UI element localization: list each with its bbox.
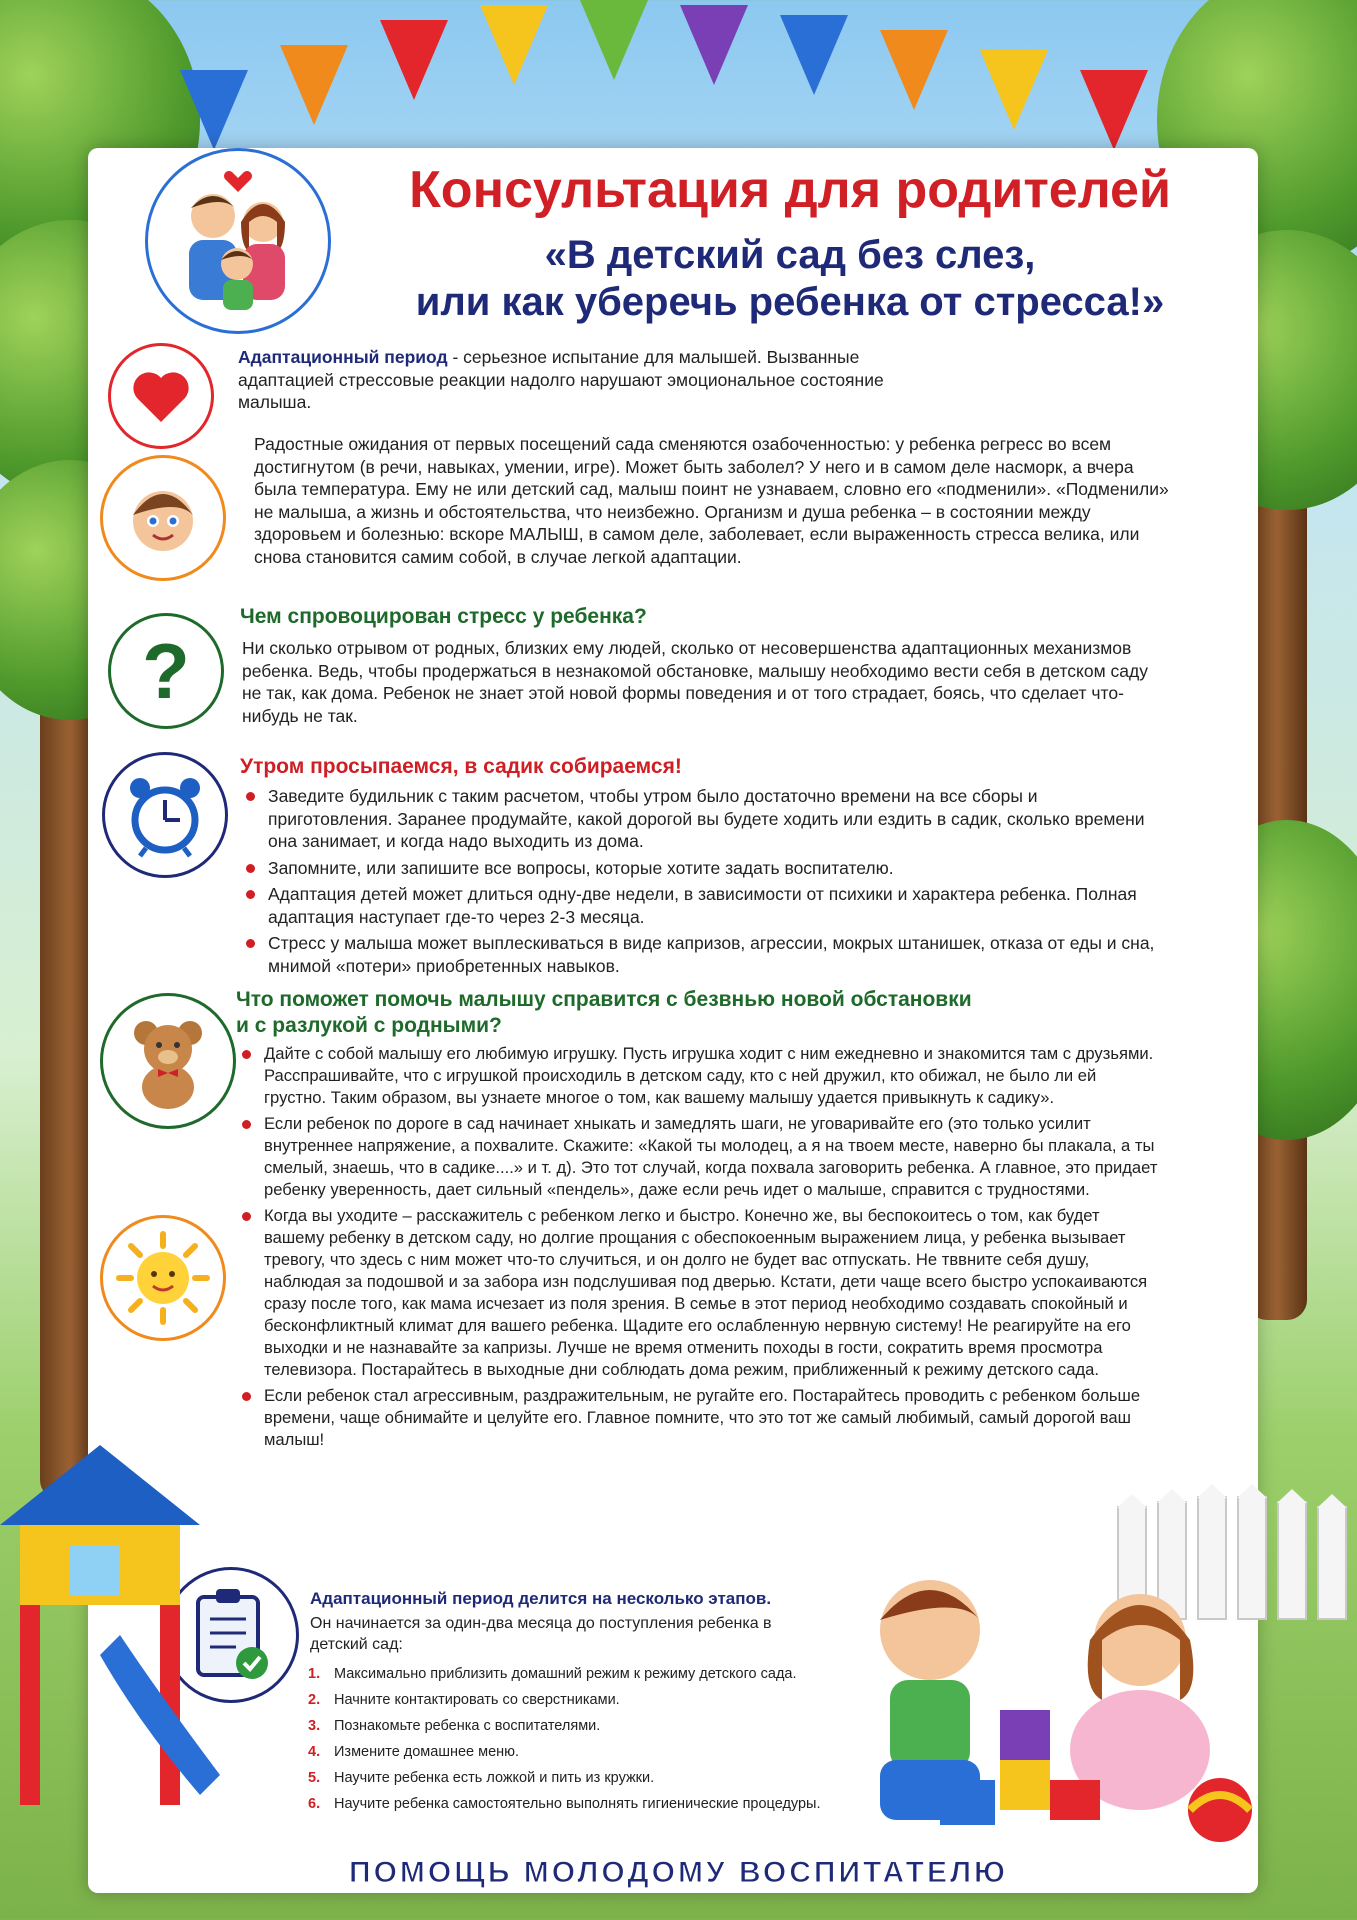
list-item: Дайте с собой малышу его любимую игрушку. Пусть игрушка ходит с ним ежедневно и знакомится там с друзьями. Расспрашивайте, что с игрушкой происходиль в детском саду, кто с ней дружил, кто обижал, не было ли ей грустно. Таким образом, вы узнаете многое о том, как вашему малышу удается привыкнуть к садику». — [238, 1043, 1158, 1109]
list-item: Если ребенок стал агрессивным, раздражительным, не ругайте его. Постарайтесь проводить с ребенком больше времени, чаще обнимайте и целуйте его. Главное помните, что это тот же самый любимый, самый дорогой ваш малыш! — [238, 1385, 1158, 1451]
list-item: 5. Научите ребенка есть ложкой и пить из кружки. — [308, 1770, 655, 1786]
bunting-flags-decoration — [150, 0, 1207, 170]
list-item: 1. Максимально приблизить домашний режим к режиму детского сада. — [308, 1666, 797, 1682]
stages-intro: Он начинается за один-два месяца до поступления ребенка в детский сад: — [310, 1614, 772, 1653]
list-item: 2. Начните контактировать со сверстниками. — [308, 1692, 620, 1708]
list-item: Когда вы уходите – расскажитель с ребенком легко и быстро. Конечно же, вы беспокоитесь о том, как будет вашему ребенку в детском саду, но долгие прощания с обеспокоенным выражением лица, у ребенка вызывает тревогу, что здесь с ним может что-то случиться, и он долго не будет вас отпускать. Не тввните себя душу, наблюдая за подошвой и за забора изн подслушивая под дверью. Кстати, дети чаще всего быстро успокаиваются сразу после того, как мама исчезает из поля зрения. В семье в этот период необходимо создавать спокойный и бесконфликтный климат для вашего ребенка. Щадите его ослабленную нервную систему! Не реагируйте на его выходки и не назнавайте за капризы. Лучше не время отменить походы в гости, сократить время просмотра телевизора. Постарайтесь в выходные дни соблюдать дома режим, приближенный к режиму детского сада. — [238, 1205, 1158, 1381]
stages-block — [310, 1588, 870, 1655]
footer-caption: ПОМОЩЬ МОЛОДОМУ ВОСПИТАТЕЛЮ — [349, 1856, 1008, 1889]
question-mark-icon: ? — [108, 613, 224, 729]
section3-list — [238, 1043, 1158, 1455]
subtitle-line-1: «В детский сад без слез, — [544, 233, 1036, 277]
section3-heading — [236, 987, 1136, 1039]
intro-paragraph — [238, 346, 898, 414]
teddy-bear-icon — [100, 993, 236, 1129]
children-playing-illustration — [820, 1560, 1260, 1850]
section2-list — [242, 785, 1162, 981]
list-item: Запомните, или запишите все вопросы, которые хотите задать воспитателю. — [242, 857, 1162, 880]
list-item: Адаптация детей может длиться одну-две недели, в зависимости от психики и характера ребенка. Полная адаптация наступает где-то через 2-3 месяца. — [242, 883, 1162, 928]
list-item: Заведите будильник с таким расчетом, чтобы утром было достаточно времени на все сборы и приготовления. Заранее продумайте, какой дорогой вы будете ходить или ездить в садик, сколько времени она занимает, и когда надо выходить из дома. — [242, 785, 1162, 853]
list-item: 3. Познакомьте ребенка с воспитателями. — [308, 1718, 601, 1734]
list-item: Стресс у малыша может выплескиваться в виде капризов, агрессии, мокрых штанишек, отказа от еды и сна, мнимой «потери» приобретенных навыков. — [242, 932, 1162, 977]
stages-heading: Адаптационный период делится на несколько этапов. — [310, 1589, 772, 1608]
stages-list — [308, 1665, 868, 1821]
page-subtitle — [340, 232, 1240, 326]
family-icon — [145, 148, 331, 334]
intro-text: - серьезное испытание для малышей. Вызванные адаптацией стрессовые реакции надолго нарушают эмоциональное состояние малыша. — [238, 347, 884, 412]
list-item: 6. Научите ребенка самостоятельно выполнять гигиенические процедуры. — [308, 1796, 821, 1812]
section3-heading-line-2: и с разлукой с родными? — [236, 1014, 502, 1037]
intro-bold-term: Адаптационный период — [238, 347, 448, 367]
list-item: Если ребенок по дороге в сад начинает хныкать и замедлять шаги, не уговаривайте его (это только усилит внутреннее напряжение, а похвалите. Скажите: «Какой ты молодец, а я на твоем месте, наверно бы плакала, а ты смелый, знаешь, что в садике....» и т. д). Это тот случай, когда похвала заговорить ребенка. А главное, это придает ребенку уверенность, дает сильный «пендель», даже если речь идет о малыше, справится с трудностями. — [238, 1113, 1158, 1201]
section3-heading-line-1: Что поможет помочь малышу справится с безвнью новой обстановки — [236, 988, 972, 1011]
heart-icon — [108, 343, 214, 449]
subtitle-line-2: или как уберечь ребенка от стресса!» — [415, 280, 1165, 325]
boy-face-icon — [100, 455, 226, 581]
list-item: 4. Измените домашнее меню. — [308, 1744, 520, 1760]
playhouse-slide-decoration — [0, 1435, 230, 1815]
section1-heading: Чем спровоцирован стресс у ребенка? — [240, 605, 647, 628]
situation-paragraph: Радостные ожидания от первых посещений сада сменяются озабоченностью: у ребенка регресс во всем достигнутом (в речи, навыках, умении, игре). Может быть заболел? У него и в самом деле насморк, а вчера была температура. Ему не или детский сад, малыш поинт не узнаваем, словно его «подменили». «Подменили» не малыша, а жизнь и обстоятельства, что неизбежно. Организм и душа ребенка – в состоянии между здоровьем и болезнью: вскоре МАЛЫШ, в самом деле, заболевает, если выраженность стресса велика, или снова становится самим собой, в случае легкой адаптации. — [254, 434, 1169, 567]
page-title: Консультация для родителей — [409, 161, 1171, 219]
sun-icon — [100, 1215, 226, 1341]
section1-text: Ни сколько отрывом от родных, близких ему людей, сколько от несовершенства адаптационных механизмов ребенка. Ведь, чтобы продержаться в незнакомой обстановке, малышу необходимо вести себя в детском саду не так, как дома. Ребенок не знает этой новой формы поведения и от того страдает, боясь, что сделает что-нибудь не так. — [242, 638, 1148, 726]
section2-heading: Утром просыпаемся, в садик собираемся! — [240, 755, 682, 778]
alarm-clock-icon — [102, 752, 228, 878]
